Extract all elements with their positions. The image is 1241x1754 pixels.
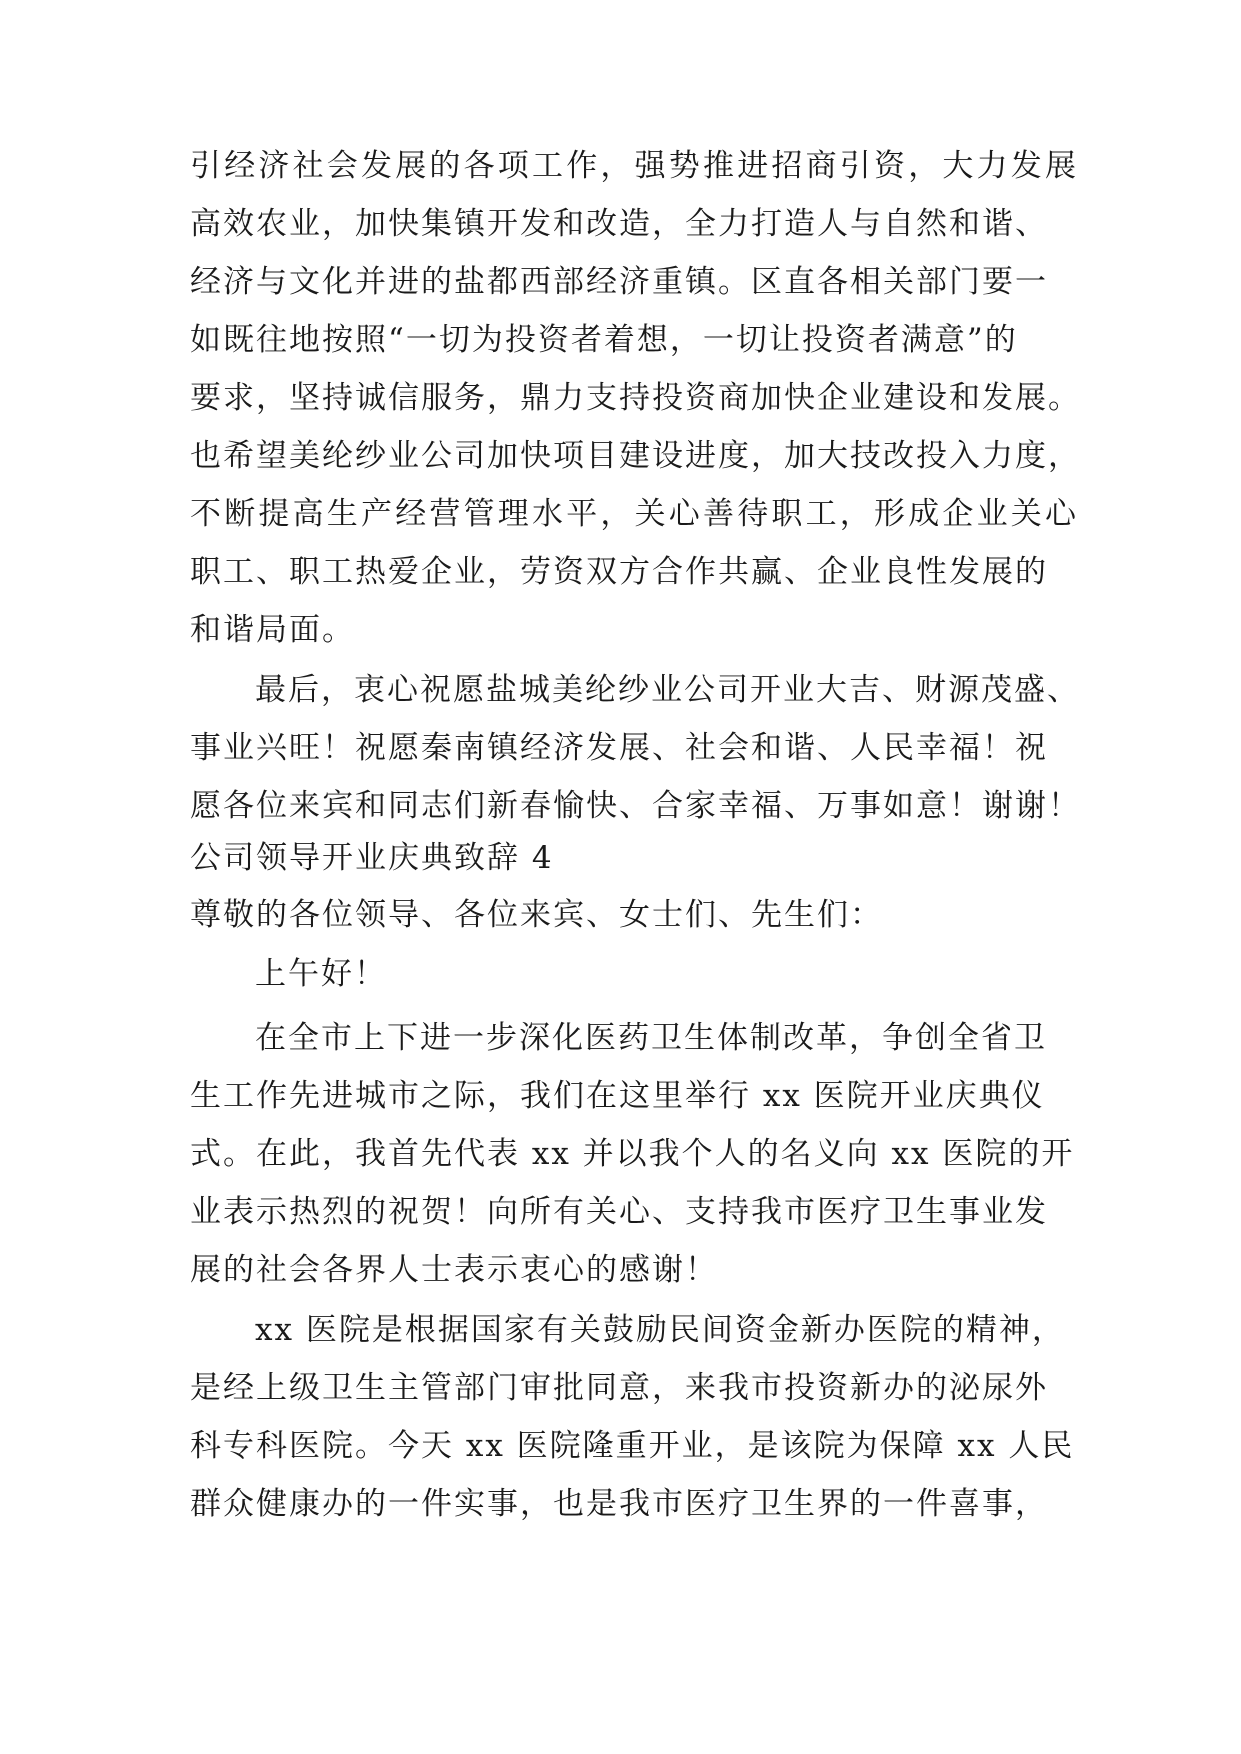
text-line: 群众健康办的一件实事，也是我市医疗卫生界的一件喜事，: [190, 1486, 1048, 1522]
text-line: 和谐局面。: [190, 612, 355, 648]
section-heading: 公司领导开业庆典致辞 4: [190, 840, 554, 876]
text-line: 在全市上下进一步深化医药卫生体制改革，争创全省卫: [255, 1020, 1047, 1056]
text-line: 生工作先进城市之际，我们在这里举行 xx 医院开业庆典仪: [190, 1078, 1045, 1114]
text-line: 事业兴旺！祝愿秦南镇经济发展、社会和谐、人民幸福！祝: [190, 730, 1048, 766]
text-line: 也希望美纶纱业公司加快项目建设进度，加大技改投入力度，: [190, 438, 1081, 474]
text-line: 展的社会各界人士表示衷心的感谢！: [190, 1252, 718, 1288]
text-line: 式。在此，我首先代表 xx 并以我个人的名义向 xx 医院的开: [190, 1136, 1075, 1172]
text-line: xx 医院是根据国家有关鼓励民间资金新办医院的精神，: [255, 1312, 1065, 1348]
text-line: 是经上级卫生主管部门审批同意，来我市投资新办的泌尿外: [190, 1370, 1048, 1406]
text-line: 职工、职工热爱企业，劳资双方合作共赢、企业良性发展的: [190, 554, 1048, 590]
text-line: 引经济社会发展的各项工作，强势推进招商引资，大力发展: [190, 148, 1080, 184]
text-line: 愿各位来宾和同志们新春愉快、合家幸福、万事如意！谢谢！: [190, 788, 1081, 824]
text-line: 如既往地按照“一切为投资者着想，一切让投资者满意”的: [190, 322, 1018, 358]
text-line: 经济与文化并进的盐都西部经济重镇。区直各相关部门要一: [190, 264, 1048, 300]
text-line: 科专科医院。今天 xx 医院隆重开业，是该院为保障 xx 人民: [190, 1428, 1075, 1464]
text-line: 高效农业，加快集镇开发和改造，全力打造人与自然和谐、: [190, 206, 1048, 242]
text-line: 业表示热烈的祝贺！向所有关心、支持我市医疗卫生事业发: [190, 1194, 1048, 1230]
text-line: 最后，衷心祝愿盐城美纶纱业公司开业大吉、财源茂盛、: [255, 672, 1080, 708]
text-line: 要求，坚持诚信服务，鼎力支持投资商加快企业建设和发展。: [190, 380, 1081, 416]
salutation: 尊敬的各位领导、各位来宾、女士们、先生们：: [190, 897, 883, 933]
greeting: 上午好！: [255, 956, 387, 992]
text-line: 不断提高生产经营管理水平，关心善待职工，形成企业关心: [190, 496, 1080, 532]
